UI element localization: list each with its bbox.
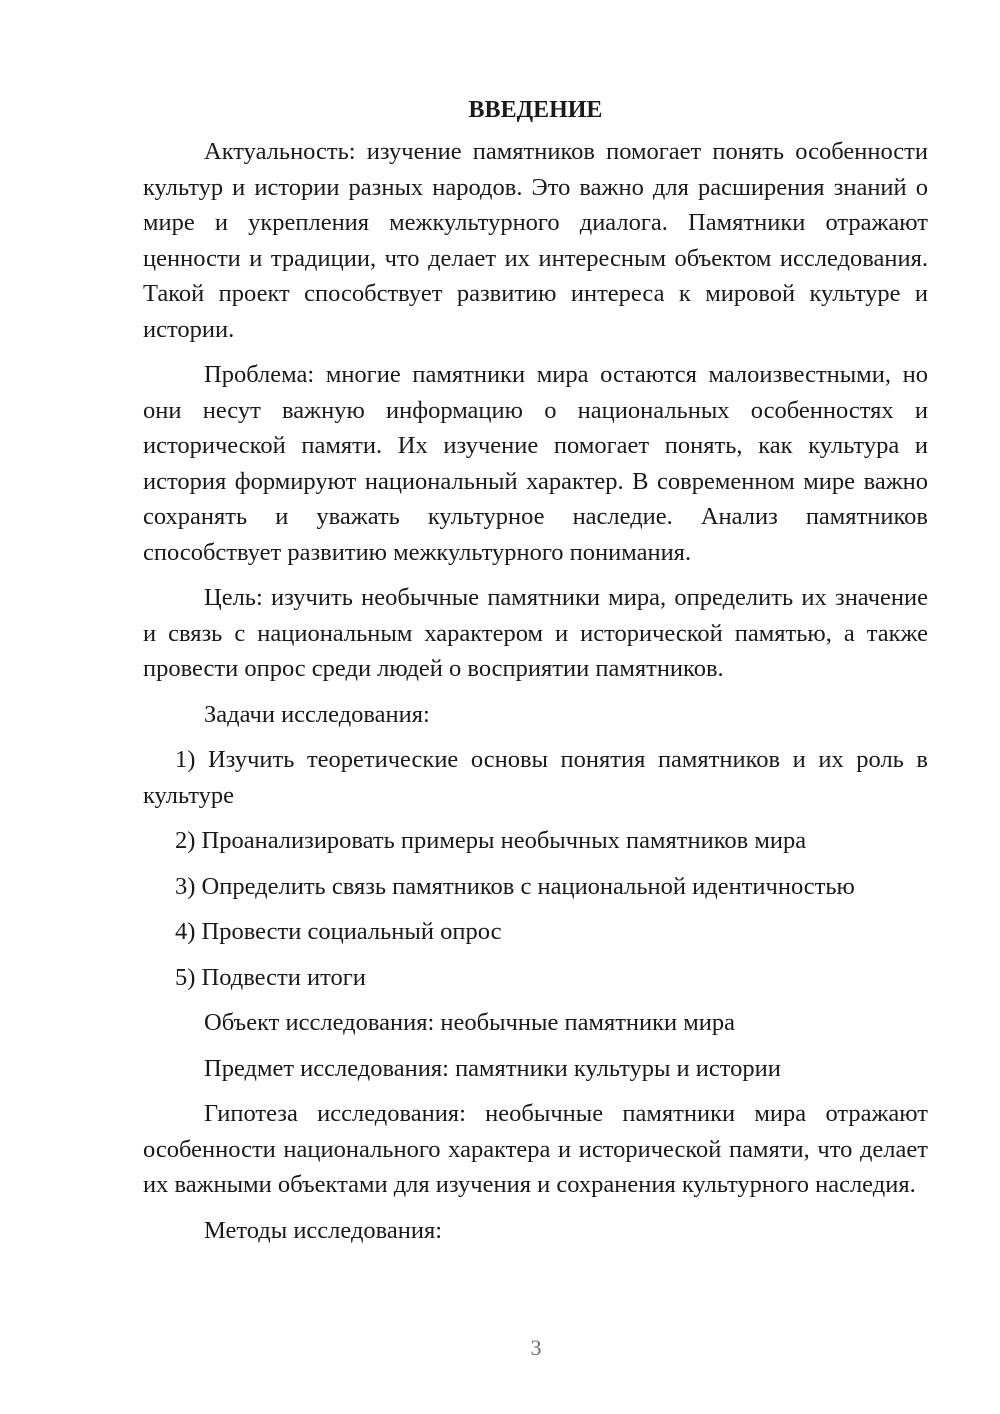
- list-item: 3) Определить связь памятников с национальной идентичностью: [175, 872, 855, 900]
- tasks-heading: Задачи исследования:: [204, 700, 430, 728]
- section-title: ВВЕДЕНИЕ: [468, 97, 603, 123]
- problem-paragraph: Проблема: многие памятники мира остаются малоизвестными, но они несут важную информацию о национальных особенностях и исторической памяти. Их изучение помогает понять, как культура и история формируют национальный характер. В современном мире важно сохранять и уважать культурное наследие. Анализ памятников способствует развитию межкультурного понимания.: [143, 361, 928, 566]
- list-item: 1) Изучить теоретические основы понятия памятников и их роль в культуре: [143, 746, 928, 809]
- list-item: 5) Подвести итоги: [175, 963, 366, 991]
- page-number: 3: [530, 1335, 542, 1360]
- subject-paragraph: Предмет исследования: памятники культуры и истории: [204, 1054, 781, 1082]
- hypothesis-paragraph: Гипотеза исследования: необычные памятники мира отражают особенности национального характера и исторической памяти, что делает их важными объектами для изучения и сохранения культурного наследия.: [143, 1100, 928, 1198]
- list-item: 4) Провести социальный опрос: [175, 918, 502, 945]
- relevance-paragraph: Актуальность: изучение памятников помогает понять особенности культур и истории разных народов. Это важно для расширения знаний о мире и укрепления межкультурного диалога. Памятники отражают ценности и традиции, что делает их интересным объектом исследования. Такой проект способствует развитию интереса к мировой культуре и истории.: [143, 138, 928, 343]
- object-paragraph: Объект исследования: необычные памятники мира: [204, 1009, 736, 1036]
- goal-paragraph: Цель: изучить необычные памятники мира, определить их значение и связь с национальным характером и исторической памятью, а также провести опрос среди людей о восприятии памятников.: [143, 584, 928, 682]
- tasks-list: [143, 742, 928, 995]
- page-content: [143, 92, 928, 1248]
- list-item: 2) Проанализировать примеры необычных памятников мира: [175, 827, 807, 854]
- methods-heading: Методы исследования:: [204, 1216, 443, 1244]
